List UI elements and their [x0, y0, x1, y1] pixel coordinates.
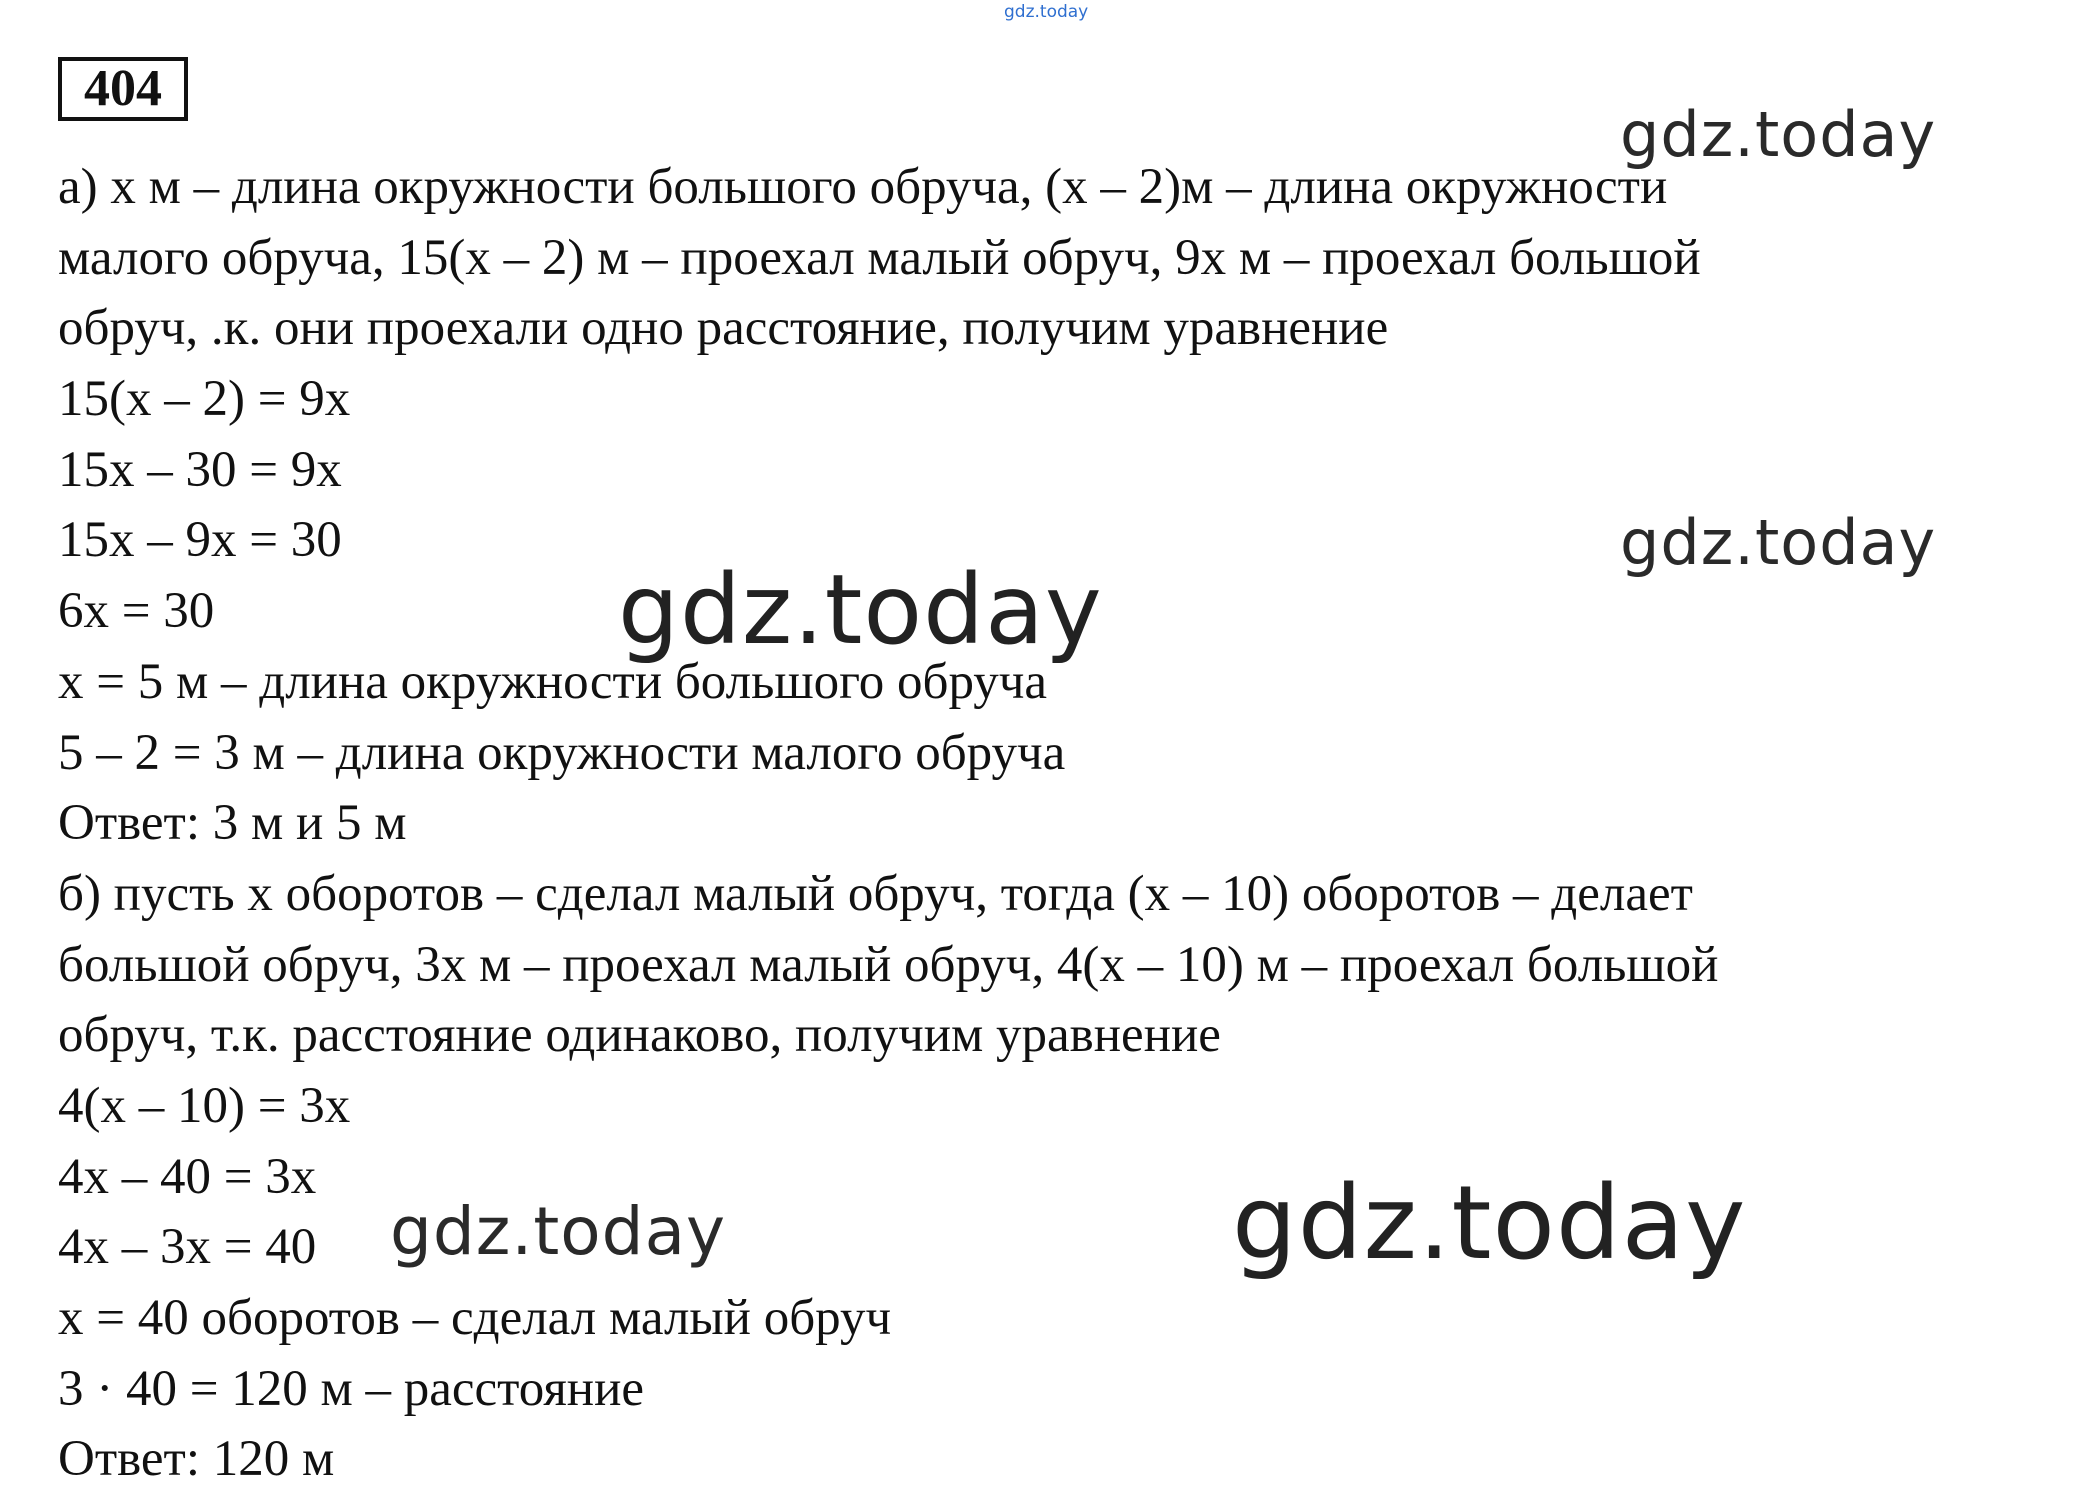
- solution-line: 3 · 40 = 120 м – расстояние: [58, 1360, 645, 1417]
- solution-text: [58, 152, 2058, 1495]
- equation-line: 4(х – 10) = 3х: [58, 1077, 351, 1134]
- equation-line: 15х – 30 = 9х: [58, 441, 342, 498]
- solution-line: б) пусть х оборотов – сделал малый обруч, тогда (х – 10) оборотов – делает: [58, 865, 1693, 922]
- watermark: gdz.today: [1620, 506, 1937, 579]
- equation-line: 15х – 9х = 30: [58, 512, 342, 569]
- solution-line: х = 40 оборотов – сделал малый обруч: [58, 1290, 892, 1346]
- solution-line: обруч, т.к. расстояние одинаково, получим уравнение: [58, 1007, 1221, 1064]
- answer-line: Ответ: 120 м: [58, 1431, 335, 1488]
- solution-line: а) х м – длина окружности большого обруча, (х – 2)м – длина окружности: [58, 159, 1668, 215]
- solution-line: х = 5 м – длина окружности большого обруча: [58, 653, 1048, 710]
- equation-line: 4х – 3х = 40: [58, 1219, 317, 1276]
- solution-line: обруч, .к. они проехали одно расстояние, получим уравнение: [58, 300, 1389, 357]
- solution-line: 5 – 2 = 3 м – длина окружности малого обруча: [58, 724, 1066, 781]
- watermark: gdz.today: [1620, 98, 1937, 171]
- answer-line: Ответ: 3 м и 5 м: [58, 795, 407, 852]
- solution-line: большой обруч, 3х м – проехал малый обруч, 4(х – 10) м – проехал большой: [58, 936, 1719, 993]
- task-number: 404: [58, 57, 188, 121]
- equation-line: 15(х – 2) = 9х: [58, 371, 351, 428]
- watermark: gdz.today: [1232, 1164, 1747, 1283]
- watermark: gdz.today: [618, 554, 1103, 666]
- equation-line: 6х = 30: [58, 583, 215, 640]
- equation-line: 4х – 40 = 3х: [58, 1148, 317, 1205]
- solution-line: малого обруча, 15(х – 2) м – проехал малый обруч, 9х м – проехал большой: [58, 229, 1701, 286]
- watermark: gdz.today: [390, 1193, 727, 1270]
- site-mark: gdz.today: [1004, 2, 1089, 22]
